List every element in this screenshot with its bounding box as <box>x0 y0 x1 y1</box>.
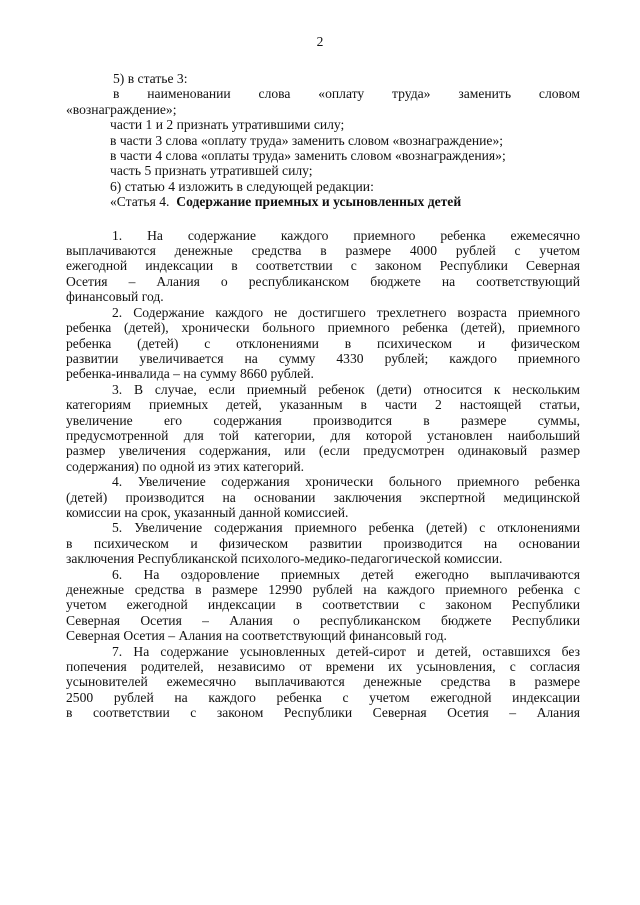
paragraph-line: 2500 рублей на каждого ребенка с учетом ежегодной индексации <box>66 689 580 705</box>
paragraph-line: ребенка (детей) с отклонениями в психическом и физическом <box>66 335 580 351</box>
paragraph-line: заключения Республиканской психолого-медико-педагогической комиссии. <box>66 551 503 567</box>
paragraph-6 <box>66 567 580 644</box>
paragraph-line: Северная Осетия – Алания о республиканском бюджете Республики <box>66 612 580 628</box>
paragraph-line: ребенка (детей), хронически больного приемного ребенка (детей), приемного <box>66 320 580 336</box>
paragraph-5 <box>66 520 580 566</box>
paragraph-4 <box>66 474 580 520</box>
paragraph-line: попечения родителей, независимо от времени их усыновления, с согласия <box>66 659 580 675</box>
paragraph-line: учетом ежегодной индексации в соответствии с законом Республики <box>66 597 580 613</box>
amendment-line: 6) статью 4 изложить в следующей редакции: <box>110 178 374 194</box>
paragraph-line: 4. Увеличение содержания хронически больного приемного ребенка <box>112 474 580 490</box>
amendment-line: 5) в статье 3: <box>113 71 188 86</box>
amendment-line: «вознаграждение»; <box>66 101 177 117</box>
article-title: Содержание приемных и усыновленных детей <box>176 194 462 210</box>
paragraph-line: 3. В случае, если приемный ребенок (дети) относится к нескольким <box>112 381 580 397</box>
article-heading <box>66 194 580 209</box>
amendment-line: части 1 и 2 признать утратившими силу; <box>110 117 345 133</box>
amendments-block <box>66 71 580 210</box>
paragraph-line: выплачиваются денежные средства в размере 4000 рублей с учетом <box>66 243 580 259</box>
paragraph-line: 2. Содержание каждого не достигшего трехлетнего возраста приемного <box>112 304 580 320</box>
paragraph-line: 6. На оздоровление приемных детей ежегодно выплачиваются <box>112 566 580 582</box>
paragraph-line: размер увеличения содержания, или (если предусмотрен одинаковый размер <box>66 443 580 459</box>
paragraph-line: категориям приемных детей, указанным в части 2 настоящей статьи, <box>66 397 580 413</box>
paragraph-line: 7. На содержание усыновленных детей-сирот и детей, оставшихся без <box>112 643 580 659</box>
amendment-line: часть 5 признать утратившей силу; <box>110 163 313 179</box>
paragraph-line: финансовый год. <box>66 289 164 305</box>
article-prefix: «Статья 4. <box>110 194 170 210</box>
amendment-line: в части 4 слова «оплаты труда» заменить словом «вознаграждения»; <box>110 148 506 164</box>
paragraph-line: (детей) производится на основании заключения экспертной медицинской <box>66 489 580 505</box>
paragraph-2 <box>66 305 580 382</box>
paragraph-line: Осетия – Алания о республиканском бюджете на соответствующий <box>66 273 580 289</box>
amendment-line: в наименовании слова «оплату труда» заменить словом <box>113 86 580 102</box>
amendment-line: в части 3 слова «оплату труда» заменить словом «вознаграждение»; <box>110 132 504 148</box>
paragraph-line: усыновителей ежемесячно выплачиваются денежные средства в размере <box>66 674 580 690</box>
paragraph-line: комиссии на срок, указанный данной комиссией. <box>66 504 349 520</box>
paragraph-line: содержания) по одной из этих категорий. <box>66 458 304 474</box>
paragraph-line: ежегодной индексации в соответствии с законом Республики Северная <box>66 258 580 274</box>
paragraph-line: в психическом и физическом развитии производится на основании <box>66 535 580 551</box>
document-body <box>66 71 580 721</box>
paragraph-1 <box>66 228 580 305</box>
page-number: 2 <box>316 34 324 49</box>
paragraph-3 <box>66 382 580 474</box>
paragraph-line: в соответствии с законом Республики Северная Осетия – Алания <box>66 705 580 721</box>
paragraph-line: ребенка-инвалида – на сумму 8660 рублей. <box>66 366 314 382</box>
paragraph-line: развитии увеличивается на сумму 4330 рублей; каждого приемного <box>66 350 580 366</box>
paragraph-line: денежные средства в размере 12990 рублей на каждого приемного ребенка с <box>66 582 580 597</box>
paragraph-line: предусмотренной для той категории, для которой установлен наибольший <box>66 427 580 443</box>
paragraph-line: Северная Осетия – Алания на соответствующий финансовый год. <box>66 628 447 644</box>
paragraph-7 <box>66 644 580 721</box>
paragraph-line: 1. На содержание каждого приемного ребенка ежемесячно <box>112 227 580 243</box>
paragraph-line: увеличение его содержания производится в размере суммы, <box>66 412 580 428</box>
paragraph-line: 5. Увеличение содержания приемного ребенка (детей) с отклонениями <box>112 520 580 536</box>
